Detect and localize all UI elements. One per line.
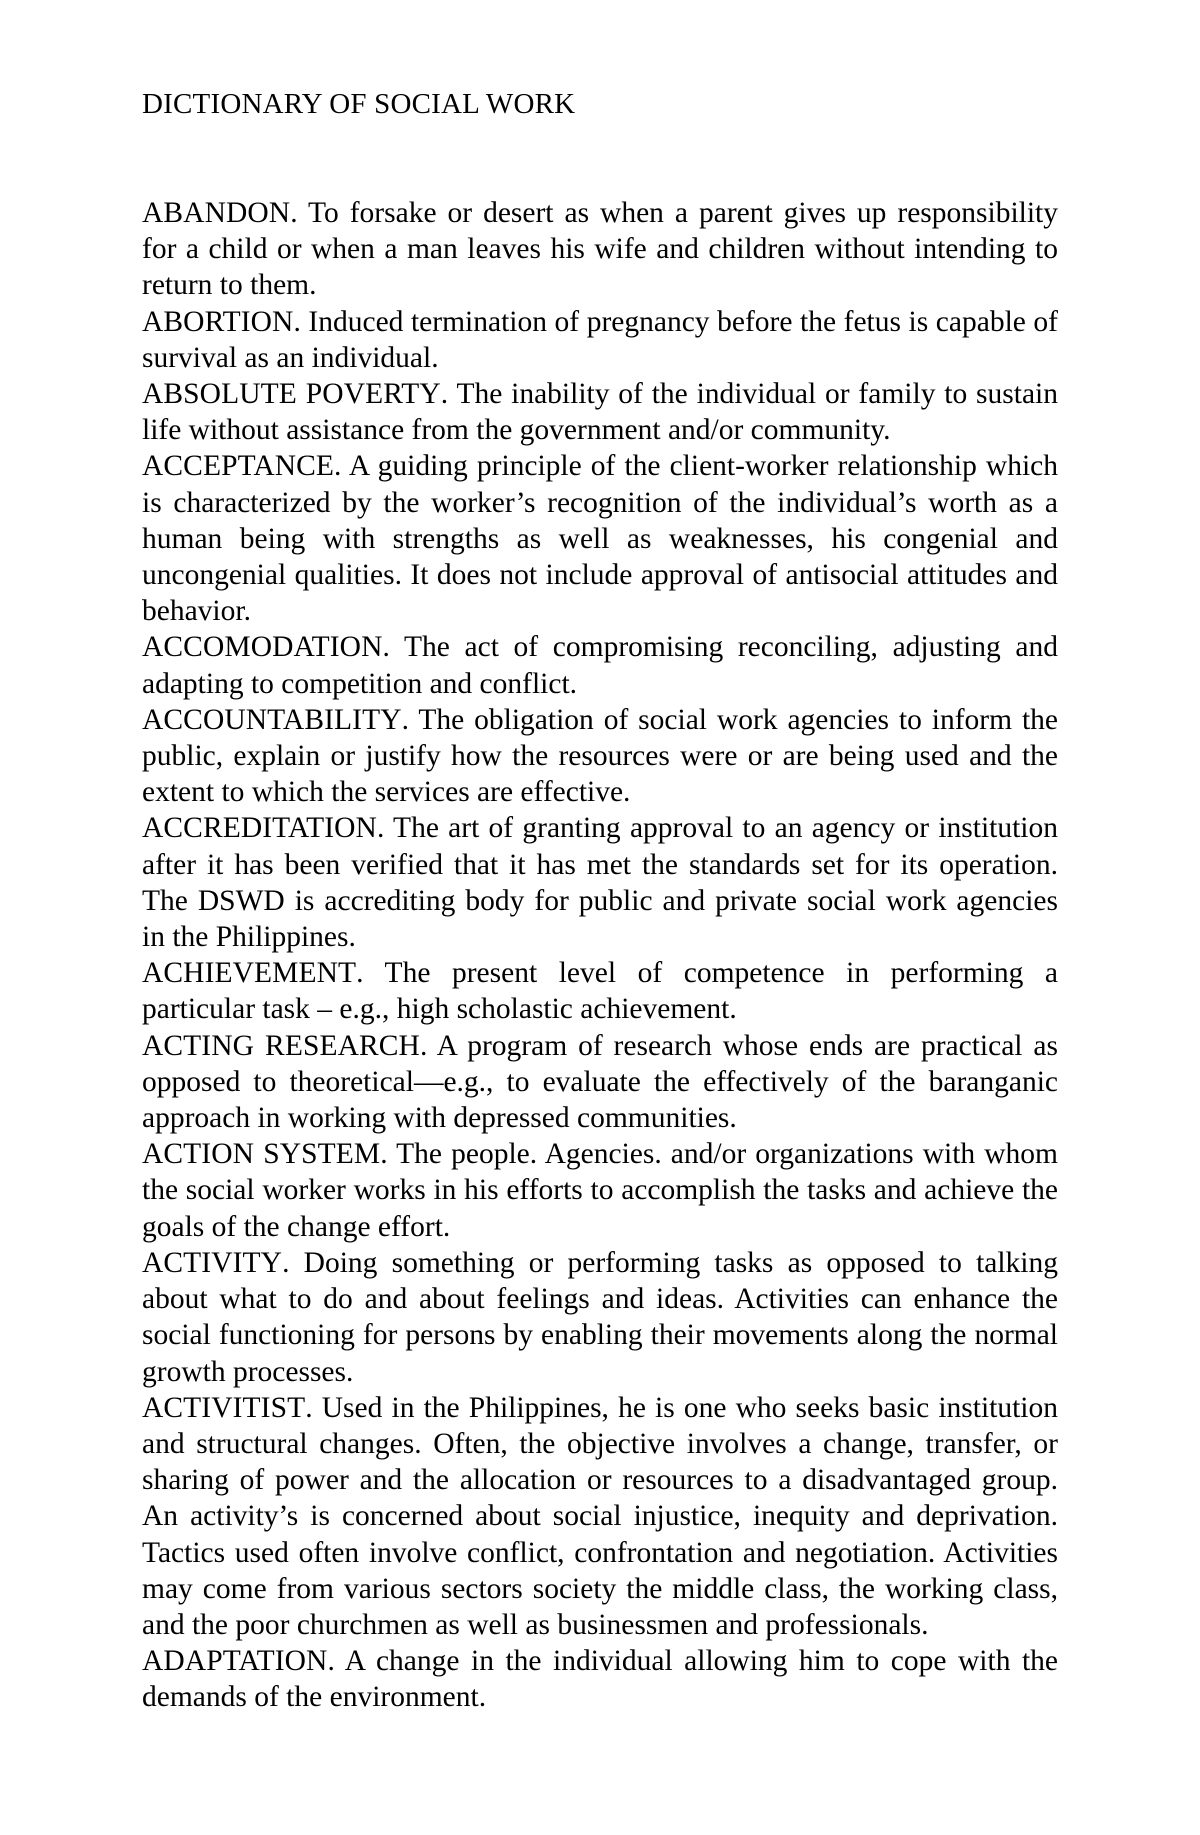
entry-term: ACTION SYSTEM bbox=[142, 1138, 381, 1171]
entry-term: ABANDON bbox=[142, 197, 291, 229]
entry-term: ADAPTATION bbox=[142, 1645, 328, 1678]
document-title: DICTIONARY OF SOCIAL WORK bbox=[142, 88, 576, 120]
entry-definition: The present level of competence in performing a particular task – e.g., high scholastic achievement. bbox=[142, 957, 1059, 1026]
entry-definition: The act of compromising reconciling, adjusting and adapting to competition and conflict. bbox=[142, 631, 1058, 700]
entry-abortion: ABORTION. Induced termination of pregnancy before the fetus is capable of survival as an individual. bbox=[142, 305, 1059, 374]
entry-acceptance: ACCEPTANCE. A guiding principle of the client-worker relationship which is characterized by the worker’s recognition of the individual’s worth as a human being with strengths as well as weaknesses, his congenial and uncongenial qualities. It does not include approval of antisocial attitudes and behavior. bbox=[142, 450, 1059, 628]
entry-abandon: ABANDON. To forsake or desert as when a parent gives up responsibility for a child or when a man leaves his wife and children without intending to return to them. bbox=[142, 197, 1059, 302]
entry-absolute-poverty: ABSOLUTE POVERTY. The inability of the individual or family to sustain life without assistance from the government and/or community. bbox=[142, 378, 1058, 447]
entry-action-system: ACTION SYSTEM. The people. Agencies. and/or organizations with whom the social worker works in his efforts to accomplish the tasks and achieve the goals of the change effort. bbox=[142, 1138, 1059, 1243]
entry-definition: To forsake or desert as when a parent gives up responsibility for a child or when a man leaves his wife and children without intending to return to them. bbox=[142, 197, 1059, 302]
entry-activity: ACTIVITY. Doing something or performing tasks as opposed to talking about what to do and about feelings and ideas. Activities can enhance the social functioning for persons by enabling their movements along the normal growth processes. bbox=[142, 1246, 1058, 1388]
entry-accountability: ACCOUNTABILITY. The obligation of social work agencies to inform the public, explain or justify how the resources were or are being used and the extent to which the services are effective. bbox=[142, 703, 1059, 809]
entry-term: ACCEPTANCE bbox=[142, 450, 335, 483]
entry-definition: A program of research whose ends are practical as opposed to theoretical—e.g., to evaluate the effectively of the baranganic approach in working with depressed communities. bbox=[142, 1029, 1058, 1135]
entry-definition: The people. Agencies. and/or organizations with whom the social worker works in his efforts to accomplish the tasks and achieve the goals of the change effort. bbox=[142, 1138, 1059, 1243]
entry-definition: A guiding principle of the client-worker relationship which is characterized by the worker’s recognition of the individual’s worth as a human being with strengths as well as weaknesses, his congenial and uncongenial qualities. It does not include approval of antisocial attitudes and behavior. bbox=[142, 450, 1059, 628]
entry-term: ACCREDITATION bbox=[142, 812, 377, 845]
entry-achievement: ACHIEVEMENT. The present level of competence in performing a particular task – e.g., high scholastic achievement. bbox=[142, 957, 1059, 1026]
entry-definition: Induced termination of pregnancy before the fetus is capable of survival as an individual. bbox=[142, 305, 1059, 374]
entry-definition: Used in the Philippines, he is one who seeks basic institution and structural changes. Often, the objective involves a change, transfer, or sharing of power and the allocation or resources to a disadvantaged group. An activity’s is concerned about social injustice, inequity and deprivation. Tactics used often involve conflict, confrontation and negotiation. Activities may come from various sectors society the middle class, the working class, and the poor churchmen as well as businessmen and professionals. bbox=[142, 1391, 1058, 1641]
entry-term: ACTING RESEARCH bbox=[142, 1029, 420, 1062]
entry-accreditation: ACCREDITATION. The art of granting approval to an agency or institution after it has been verified that it has met the standards set for its operation. The DSWD is accrediting body for public and private social work agencies in the Philippines. bbox=[142, 812, 1058, 954]
entry-term: ACHIEVEMENT bbox=[142, 957, 357, 990]
entry-definition: The art of granting approval to an agency or institution after it has been verified that it has met the standards set for its operation. The DSWD is accrediting body for public and private social work agencies in the Philippines. bbox=[142, 812, 1058, 954]
entry-term: ACCOMODATION bbox=[142, 631, 383, 664]
entry-definition: Doing something or performing tasks as opposed to talking about what to do and about feelings and ideas. Activities can enhance the social functioning for persons by enabling their movements along the normal growth processes. bbox=[142, 1246, 1058, 1388]
entry-adaptation: ADAPTATION. A change in the individual allowing him to cope with the demands of the environment. bbox=[142, 1645, 1059, 1714]
entry-term: ABORTION bbox=[142, 305, 294, 338]
entry-list bbox=[142, 195, 1058, 1716]
entry-term: ACCOUNTABILITY bbox=[142, 703, 402, 736]
entry-definition: A change in the individual allowing him to cope with the demands of the environment. bbox=[142, 1645, 1059, 1714]
entry-term: ACTIVITIST bbox=[142, 1391, 306, 1424]
entry-acting-research: ACTING RESEARCH. A program of research whose ends are practical as opposed to theoretical—e.g., to evaluate the effectively of the baranganic approach in working with depressed communities. bbox=[142, 1029, 1058, 1135]
entry-definition: The inability of the individual or family to sustain life without assistance from the government and/or community. bbox=[142, 378, 1058, 447]
entry-definition: The obligation of social work agencies to inform the public, explain or justify how the resources were or are being used and the extent to which the services are effective. bbox=[142, 703, 1059, 809]
entry-accomodation: ACCOMODATION. The act of compromising reconciling, adjusting and adapting to competition and conflict. bbox=[142, 631, 1058, 700]
entry-term: ACTIVITY bbox=[142, 1246, 283, 1279]
entry-activitist: ACTIVITIST. Used in the Philippines, he is one who seeks basic institution and structural changes. Often, the objective involves a change, transfer, or sharing of power and the allocation or resources to a disadvantaged group. An activity’s is concerned about social injustice, inequity and deprivation. Tactics used often involve conflict, confrontation and negotiation. Activities may come from various sectors society the middle class, the working class, and the poor churchmen as well as businessmen and professionals. bbox=[142, 1391, 1058, 1641]
entry-term: ABSOLUTE POVERTY bbox=[142, 378, 441, 411]
